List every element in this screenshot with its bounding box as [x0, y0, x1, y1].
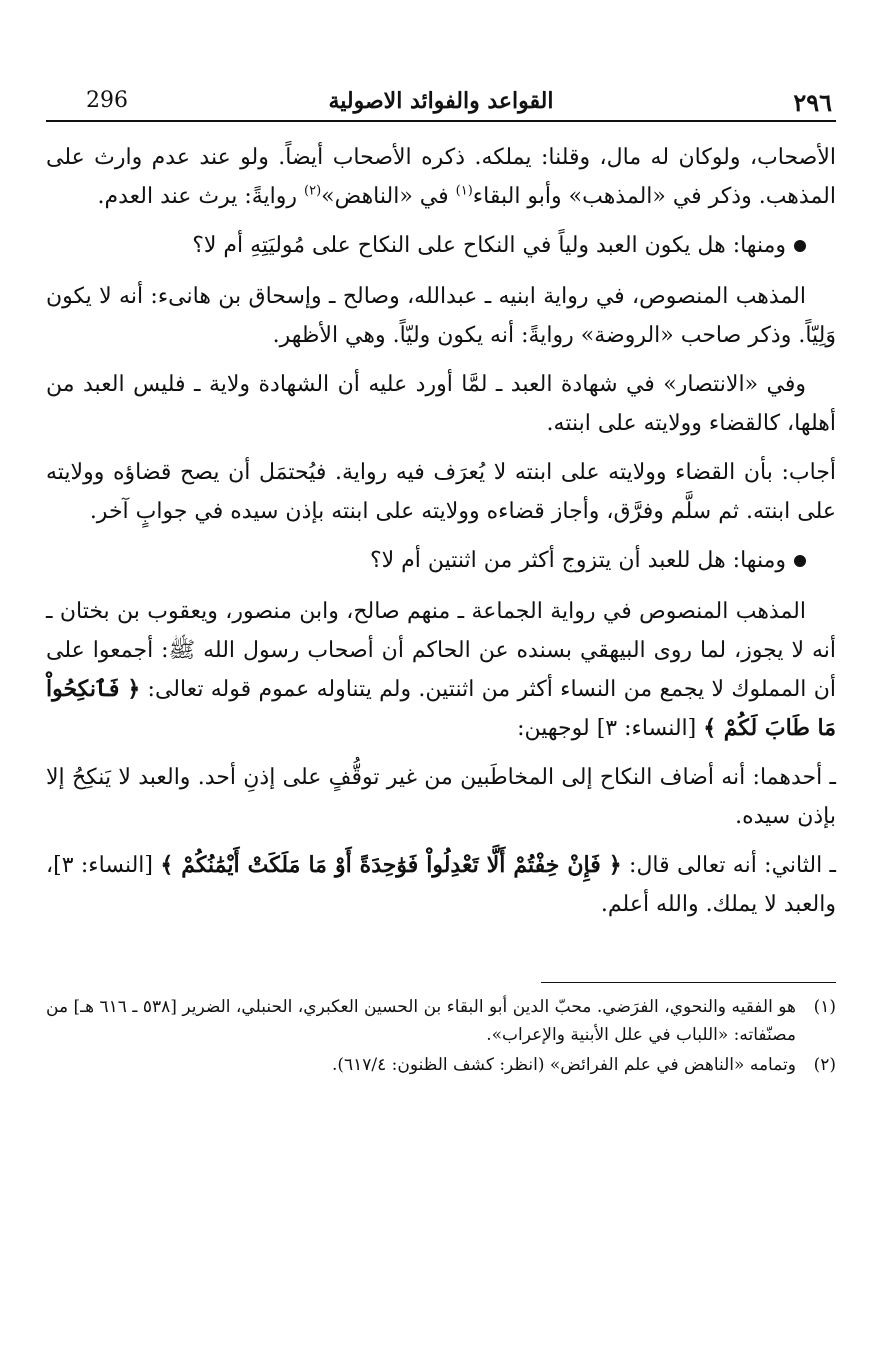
bullet-question-1	[46, 226, 806, 265]
paragraph-4: أجاب: بأن القضاء وولايته على ابنته لا يُعرَف فيه رواية. فيُحتمَل أن يصح قضاؤه وولايته على ابنته. ثم سلَّم وفرَّق، وأجاز قضاءه وولايته على ابنته بإذن سيده في جوابٍ آخر.	[46, 460, 836, 524]
footnote-1-number: (١)	[813, 997, 836, 1017]
bullet-question-1-text: ومنها: هل يكون العبد ولياً في النكاح على النكاح على مُوليَتِهِ أم لا؟	[192, 233, 786, 258]
paragraph-5	[46, 592, 836, 748]
paragraph-7-start: ـ الثاني: أنه تعالى قال:	[621, 853, 836, 878]
main-text	[46, 138, 836, 924]
footnote-1	[46, 993, 836, 1049]
footnote-2-number: (٢)	[813, 1055, 836, 1075]
bullet-question-2	[46, 541, 806, 580]
quran-verse-2: ﴿ فَإِنْ خِفْتُمْ أَلَّا تَعْدِلُواْ فَوَٰحِدَةً أَوْ مَا مَلَكَتْ أَيْمَٰنُكُمْ ﴾	[160, 852, 622, 878]
paragraph-1-text: الأصحاب، ولوكان له مال، وقلنا: يملكه. ذكره الأصحاب أيضاً. ولو عند عدم وارث على المذهب. وذكر في «المذهب» وأبو البقاء	[46, 145, 836, 209]
page-number-arabic: ٢٩٦	[793, 88, 832, 117]
footnote-ref-1: (١)	[455, 183, 473, 199]
footnote-2-text: وتمامه «الناهض في علم الفرائض» (انظر: كشف الظنون: ٦١٧/٤).	[331, 1055, 796, 1075]
quran-verse-1: ﴿ فَٱنكِحُواْ مَا طَابَ لَكُمْ ﴾	[46, 676, 836, 741]
paragraph-1-end: روايةً: يرث عند العدم.	[97, 184, 305, 209]
page-header	[46, 82, 836, 122]
paragraph-7-end: [النساء: ٣]، والعبد لا يملك. والله أعلم.	[46, 853, 836, 917]
book-page	[46, 82, 836, 1081]
footnote-divider	[541, 982, 836, 983]
paragraph-6: ـ أحدهما: أنه أضاف النكاح إلى المخاطَبين من غير توقُّفٍ على إذنِ أحد. والعبد لا يَنكِحُ إلا بإذن سيده.	[46, 765, 836, 829]
bullet-icon	[794, 240, 806, 252]
paragraph-1-mid: في «الناهض»	[321, 184, 456, 209]
footnotes	[46, 993, 836, 1079]
page-number-latin: 296	[86, 88, 128, 113]
footnote-1-text: هو الفقيه والنحوي، الفرَضي. محبّ الدين أبو البقاء بن الحسين العكبري، الحنبلي، الضرير [٥٣٨ ـ ٦١٦ هـ] من مصنّفاته: «اللباب في علل الأبنية والإعراب».	[46, 997, 797, 1045]
paragraph-1	[46, 138, 836, 216]
paragraph-2: المذهب المنصوص، في رواية ابنيه ـ عبدالله، وصالح ـ وإسحاق بن هانىء: أنه لا يكون وَلِيّاً. وذكر صاحب «الروضة» روايةً: أنه يكون وليّاً. وهي الأظهر.	[46, 284, 836, 348]
paragraph-5-end: [النساء: ٣] لوجهين:	[517, 716, 704, 741]
running-title: القواعد والفوائد الاصولية	[328, 88, 554, 114]
paragraph-5-start: المذهب المنصوص في رواية الجماعة ـ منهم صالح، وابن منصور، ويعقوب بن بختان ـ أنه لا يجوز، لما روى البيهقي بسنده عن الحاكم أن أصحاب رسول الله ﷺ: أجمعوا على أن المملوك لا يجمع من النساء أكثر من اثنتين. ولم يتناوله عموم قوله تعالى:	[46, 599, 836, 702]
paragraph-3: وفي «الانتصار» في شهادة العبد ـ لمَّا أورد عليه أن الشهادة ولاية ـ فليس العبد من أهلها، كالقضاء وولايته على ابنته.	[46, 372, 836, 436]
paragraph-7	[46, 846, 836, 924]
bullet-icon	[794, 555, 806, 567]
footnote-2	[46, 1051, 836, 1079]
footnote-ref-2: (٢)	[304, 183, 322, 199]
bullet-question-2-text: ومنها: هل للعبد أن يتزوج أكثر من اثنتين أم لا؟	[369, 548, 786, 573]
